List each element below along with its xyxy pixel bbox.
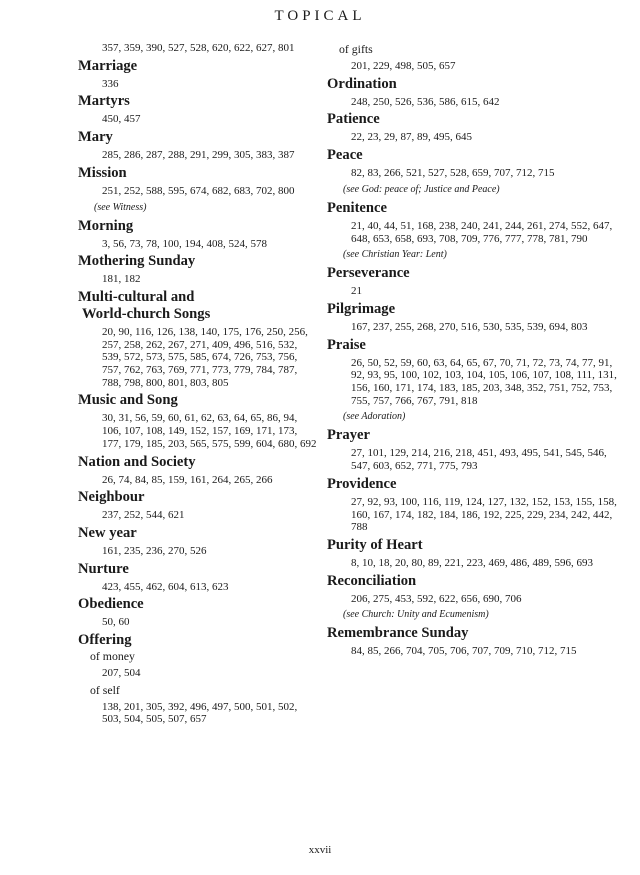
entry-heading: Praise (327, 336, 366, 353)
index-entry (78, 489, 318, 522)
index-entry (78, 525, 318, 558)
see-also-note: (see God: peace of; Justice and Peace) (343, 183, 500, 195)
entry-heading: Nation and Society (78, 453, 196, 470)
see-also-note: (see Christian Year: Lent) (343, 249, 447, 261)
entry-numbers: 82, 83, 266, 521, 527, 528, 659, 707, 712, 715 (351, 167, 555, 180)
see-also-note: (see Church: Unity and Ecumenism) (343, 609, 489, 621)
entry-numbers: 21 (351, 285, 362, 298)
entry-numbers: 167, 237, 255, 268, 270, 516, 530, 535, 539, 694, 803 (351, 320, 588, 333)
right-column (327, 42, 617, 661)
entry-heading: Peace (327, 147, 363, 164)
entry-numbers: 450, 457 (102, 113, 141, 126)
entry-subheading: of self (90, 682, 120, 697)
index-entry (327, 301, 617, 334)
index-entry (327, 625, 617, 658)
entry-numbers: 206, 275, 453, 592, 622, 656, 690, 706 (351, 592, 522, 605)
entry-heading: Martyrs (78, 93, 130, 110)
entry-numbers: 26, 74, 84, 85, 159, 161, 264, 265, 266 (102, 473, 273, 486)
index-entry (78, 392, 318, 450)
entry-heading: Nurture (78, 560, 129, 577)
entry-numbers: 20, 90, 116, 126, 138, 140, 175, 176, 250, 256, 257, 258, 262, 267, 271, 409, 496, 516, 532, 539, 572, 573, 575, 585, 674, 726, 753, 756, 757, 762, 763, 769, 771, 773, 779, 784, 787, 788, 798, 800, 801, 803, 805 (102, 325, 308, 389)
entry-heading: Prayer (327, 427, 370, 444)
entry-heading: Mary (78, 129, 113, 146)
continuation-numbers: 357, 359, 390, 527, 528, 620, 622, 627, 801 (102, 42, 295, 54)
see-also-note: (see Adoration) (343, 411, 406, 423)
index-entry (327, 427, 617, 472)
entry-subheading: of money (90, 649, 135, 664)
entry-heading (78, 289, 318, 323)
index-entry (78, 253, 318, 286)
entry-numbers: 161, 235, 236, 270, 526 (102, 544, 207, 557)
index-entry (327, 111, 617, 144)
entry-numbers: 423, 455, 462, 604, 613, 623 (102, 580, 229, 593)
entry-heading: Music and Song (78, 392, 178, 409)
index-entry (327, 76, 617, 109)
entry-heading-line-2: World-church Songs (82, 305, 211, 322)
entry-numbers: 336 (102, 77, 119, 90)
see-also-note: (see Witness) (94, 201, 147, 213)
page-number: xxvii (308, 844, 332, 856)
continuation-subheading: of gifts (339, 42, 373, 56)
entry-numbers: 207, 504 (102, 667, 141, 680)
entry-heading: Ordination (327, 75, 397, 92)
index-entry (327, 537, 617, 570)
index-entry (327, 200, 617, 261)
entry-heading: Offering (78, 632, 132, 649)
entry-numbers: 285, 286, 287, 288, 291, 299, 305, 383, 387 (102, 149, 295, 162)
index-entry (78, 218, 318, 251)
entry-heading: Mission (78, 164, 127, 181)
index-entry (78, 93, 318, 126)
entry-numbers: 138, 201, 305, 392, 496, 497, 500, 501, 502, 503, 504, 505, 507, 657 (102, 700, 298, 726)
entry-heading: Patience (327, 111, 380, 128)
entry-numbers: 21, 40, 44, 51, 168, 238, 240, 241, 244, 261, 274, 552, 647, 648, 653, 658, 693, 708, 709, 776, 777, 778, 781, 790 (351, 219, 613, 245)
entry-heading: Neighbour (78, 489, 145, 506)
index-entry (78, 561, 318, 594)
entry-numbers: 84, 85, 266, 704, 705, 706, 707, 709, 710, 712, 715 (351, 645, 577, 658)
entry-numbers: 8, 10, 18, 20, 80, 89, 221, 223, 469, 486, 489, 596, 693 (351, 556, 593, 569)
entry-numbers: 27, 92, 93, 100, 116, 119, 124, 127, 132, 152, 153, 155, 158, 160, 167, 174, 182, 184, 186, 192, 225, 229, 234, 242, 442, 788 (351, 495, 617, 534)
continuation-numbers: 201, 229, 498, 505, 657 (351, 60, 456, 72)
entry-heading: Obedience (78, 596, 144, 613)
index-entry (78, 58, 318, 91)
index-entry (327, 476, 617, 534)
entry-numbers: 3, 56, 73, 78, 100, 194, 408, 524, 578 (102, 237, 267, 250)
entry-heading: Marriage (78, 57, 138, 74)
index-entry (327, 573, 617, 622)
entry-numbers: 248, 250, 526, 536, 586, 615, 642 (351, 95, 500, 108)
entry-numbers: 237, 252, 544, 621 (102, 509, 185, 522)
entry-numbers: 30, 31, 56, 59, 60, 61, 62, 63, 64, 65, 86, 94, 106, 107, 108, 149, 152, 157, 169, 171, 173, 177, 179, 185, 203, 565, 575, 599, 604, 680, 692 (102, 412, 317, 450)
index-entry (327, 147, 617, 196)
entry-heading: Penitence (327, 199, 387, 216)
entry-numbers: 181, 182 (102, 273, 141, 286)
index-entry (78, 454, 318, 487)
index-entry (78, 165, 318, 214)
index-entry (327, 337, 617, 424)
left-column (78, 42, 318, 729)
entry-numbers: 27, 101, 129, 214, 216, 218, 451, 493, 495, 541, 545, 546, 547, 603, 652, 771, 775, 793 (351, 447, 607, 473)
entry-heading: New year (78, 524, 137, 541)
page-header: TOPICAL (274, 8, 366, 24)
entry-heading: Pilgrimage (327, 300, 396, 317)
entry-numbers: 26, 50, 52, 59, 60, 63, 64, 65, 67, 70, 71, 72, 73, 74, 77, 91, 92, 93, 95, 100, 102, 103, 104, 105, 106, 107, 108, 111, 131, 156, 160, 171, 174, 183, 185, 203, 348, 352, 751, 752, 753, 755, 757, 766, 767, 791, 818 (351, 356, 617, 407)
entry-numbers: 251, 252, 588, 595, 674, 682, 683, 702, 800 (102, 184, 295, 197)
index-entry (327, 265, 617, 298)
entry-heading-line-1: Multi-cultural and (78, 288, 195, 305)
index-entry (78, 632, 318, 726)
index-entry (78, 289, 318, 390)
entry-heading: Remembrance Sunday (327, 625, 469, 642)
entry-heading: Mothering Sunday (78, 253, 196, 270)
index-entry (78, 129, 318, 162)
entry-heading: Morning (78, 217, 134, 234)
entry-heading: Reconciliation (327, 572, 417, 589)
entry-heading: Purity of Heart (327, 536, 423, 553)
entry-numbers: 22, 23, 29, 87, 89, 495, 645 (351, 131, 472, 144)
entry-heading: Providence (327, 475, 397, 492)
entry-heading: Perseverance (327, 265, 410, 282)
entry-numbers: 50, 60 (102, 616, 130, 629)
index-entry (78, 596, 318, 629)
